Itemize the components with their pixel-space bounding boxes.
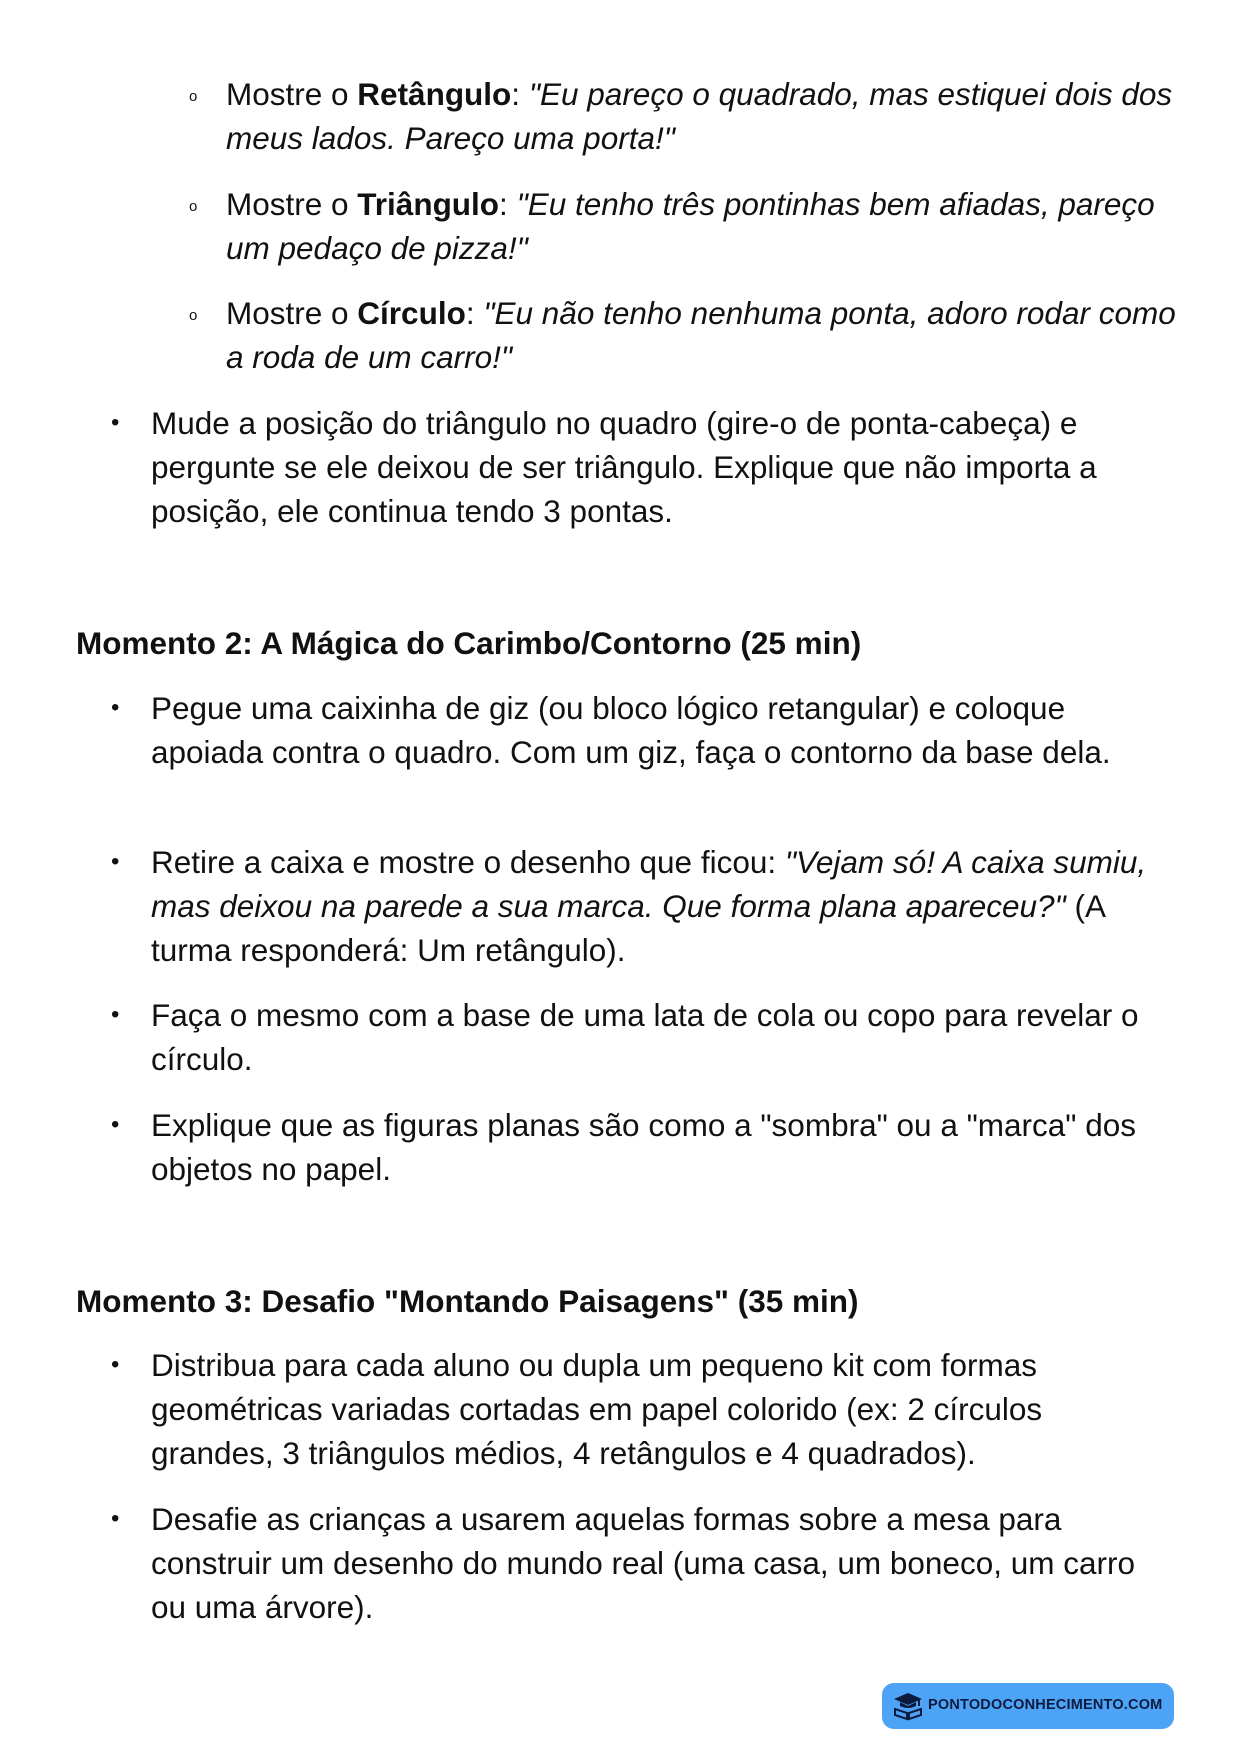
shape-name: Círculo	[357, 295, 466, 331]
shape-quote: "Eu não tenho nenhuma ponta, adoro rodar como a roda de um carro!"	[226, 295, 1176, 375]
list-item: • Distribua para cada aluno ou dupla um pequeno kit com formas geométricas variadas cortadas em papel colorido (ex: 2 círculos grandes, 3 triângulos médios, 4 retângulos e 4 quadrados).	[151, 1343, 1171, 1475]
sub-list-item-triangle: o Mostre o Triângulo: "Eu tenho três pontinhas bem afiadas, pareço um pedaço de pizza!"	[189, 186, 1155, 266]
bullet-marker: •	[111, 409, 120, 436]
shape-quote: "Eu tenho três pontinhas bem afiadas, pareço um pedaço de pizza!"	[226, 186, 1155, 266]
quote-text: "Vejam só! A caixa sumiu, mas deixou na parede a sua marca. Que forma plana apareceu?"	[151, 844, 1147, 924]
list-item: • Pegue uma caixinha de giz (ou bloco lógico retangular) e coloque apoiada contra o quadro. Com um giz, faça o contorno da base dela.	[151, 686, 1171, 774]
bullet-marker: •	[111, 1111, 120, 1138]
site-badge[interactable]	[882, 1683, 1174, 1729]
shape-name: Triângulo	[357, 186, 500, 222]
bullet-marker: •	[111, 1505, 120, 1532]
list-item: • Faça o mesmo com a base de uma lata de cola ou copo para revelar o círculo.	[151, 993, 1171, 1081]
list-item: • Explique que as figuras planas são como a "sombra" ou a "marca" dos objetos no papel.	[151, 1103, 1171, 1191]
list-item: • Retire a caixa e mostre o desenho que ficou: "Vejam só! A caixa sumiu, mas deixou na parede a sua marca. Que forma plana apareceu?" (A turma responderá: Um retângulo).	[151, 840, 1171, 972]
bullet-marker: •	[111, 1001, 120, 1028]
section-heading-moment-3: Momento 3: Desafio "Montando Paisagens" (35 min)	[76, 1283, 859, 1319]
section-heading-moment-2: Momento 2: A Mágica do Carimbo/Contorno (25 min)	[76, 625, 862, 661]
list-item-triangle-position: • Mude a posição do triângulo no quadro (gire-o de ponta-cabeça) e pergunte se ele deixou de ser triângulo. Explique que não importa a posição, ele continua tendo 3 pontas.	[151, 401, 1171, 533]
bullet-marker: •	[111, 1351, 120, 1378]
bullet-marker: •	[111, 848, 120, 875]
sub-list-item-circle: o Mostre o Círculo: "Eu não tenho nenhuma ponta, adoro rodar como a roda de um carro!"	[189, 295, 1176, 375]
site-url[interactable]: PONTODOCONHECIMENTO.COM	[928, 1697, 1163, 1713]
graduation-book-icon	[892, 1691, 924, 1721]
shape-name: Retângulo	[357, 76, 512, 112]
sub-bullet-marker: o	[189, 307, 198, 324]
shape-quote: "Eu pareço o quadrado, mas estiquei dois dos meus lados. Pareço uma porta!"	[226, 76, 1173, 156]
list-item: • Desafie as crianças a usarem aquelas formas sobre a mesa para construir um desenho do mundo real (uma casa, um boneco, um carro ou uma árvore).	[151, 1497, 1171, 1629]
sub-bullet-marker: o	[189, 198, 198, 215]
sub-bullet-marker: o	[189, 88, 198, 105]
bullet-marker: •	[111, 694, 120, 721]
sub-list-item-rectangle: o Mostre o Retângulo: "Eu pareço o quadrado, mas estiquei dois dos meus lados. Pareço uma porta!"	[189, 76, 1173, 156]
